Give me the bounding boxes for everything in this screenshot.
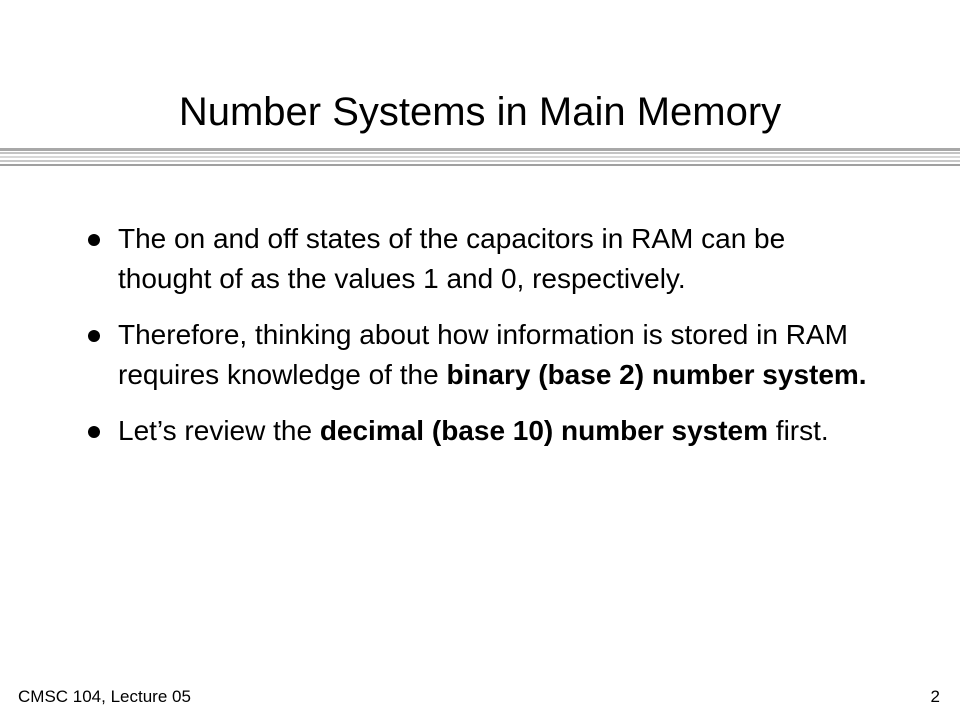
bullet-text-bold-segment: binary (base 2) number system. xyxy=(446,359,867,390)
bullet-dot-icon xyxy=(88,330,100,342)
bullet-dot-icon xyxy=(88,426,100,438)
bullet-text-bold-segment: decimal (base 10) number system xyxy=(319,415,769,446)
bullet-text-segment: first. xyxy=(768,415,829,446)
bullet-text xyxy=(118,319,867,390)
footer-page-number: 2 xyxy=(930,687,940,706)
bullet-list xyxy=(82,219,882,467)
bullet-dot-icon xyxy=(88,234,100,246)
slide-title: Number Systems in Main Memory xyxy=(178,90,782,134)
bullet-text-segment: Let’s review the xyxy=(118,415,320,446)
bullet-text xyxy=(118,415,829,446)
footer-course-label: CMSC 104, Lecture 05 xyxy=(18,687,191,706)
bullet-item xyxy=(82,315,882,395)
bullet-text-segment: Therefore, thinking about how information is stored in RAM requires knowledge of the xyxy=(118,319,848,390)
bullet-text: The on and off states of the capacitors in RAM can be thought of as the values 1 and 0, respectively. xyxy=(118,223,786,294)
bullet-item xyxy=(82,219,882,299)
title-divider xyxy=(0,148,960,172)
bullet-item xyxy=(82,411,882,451)
